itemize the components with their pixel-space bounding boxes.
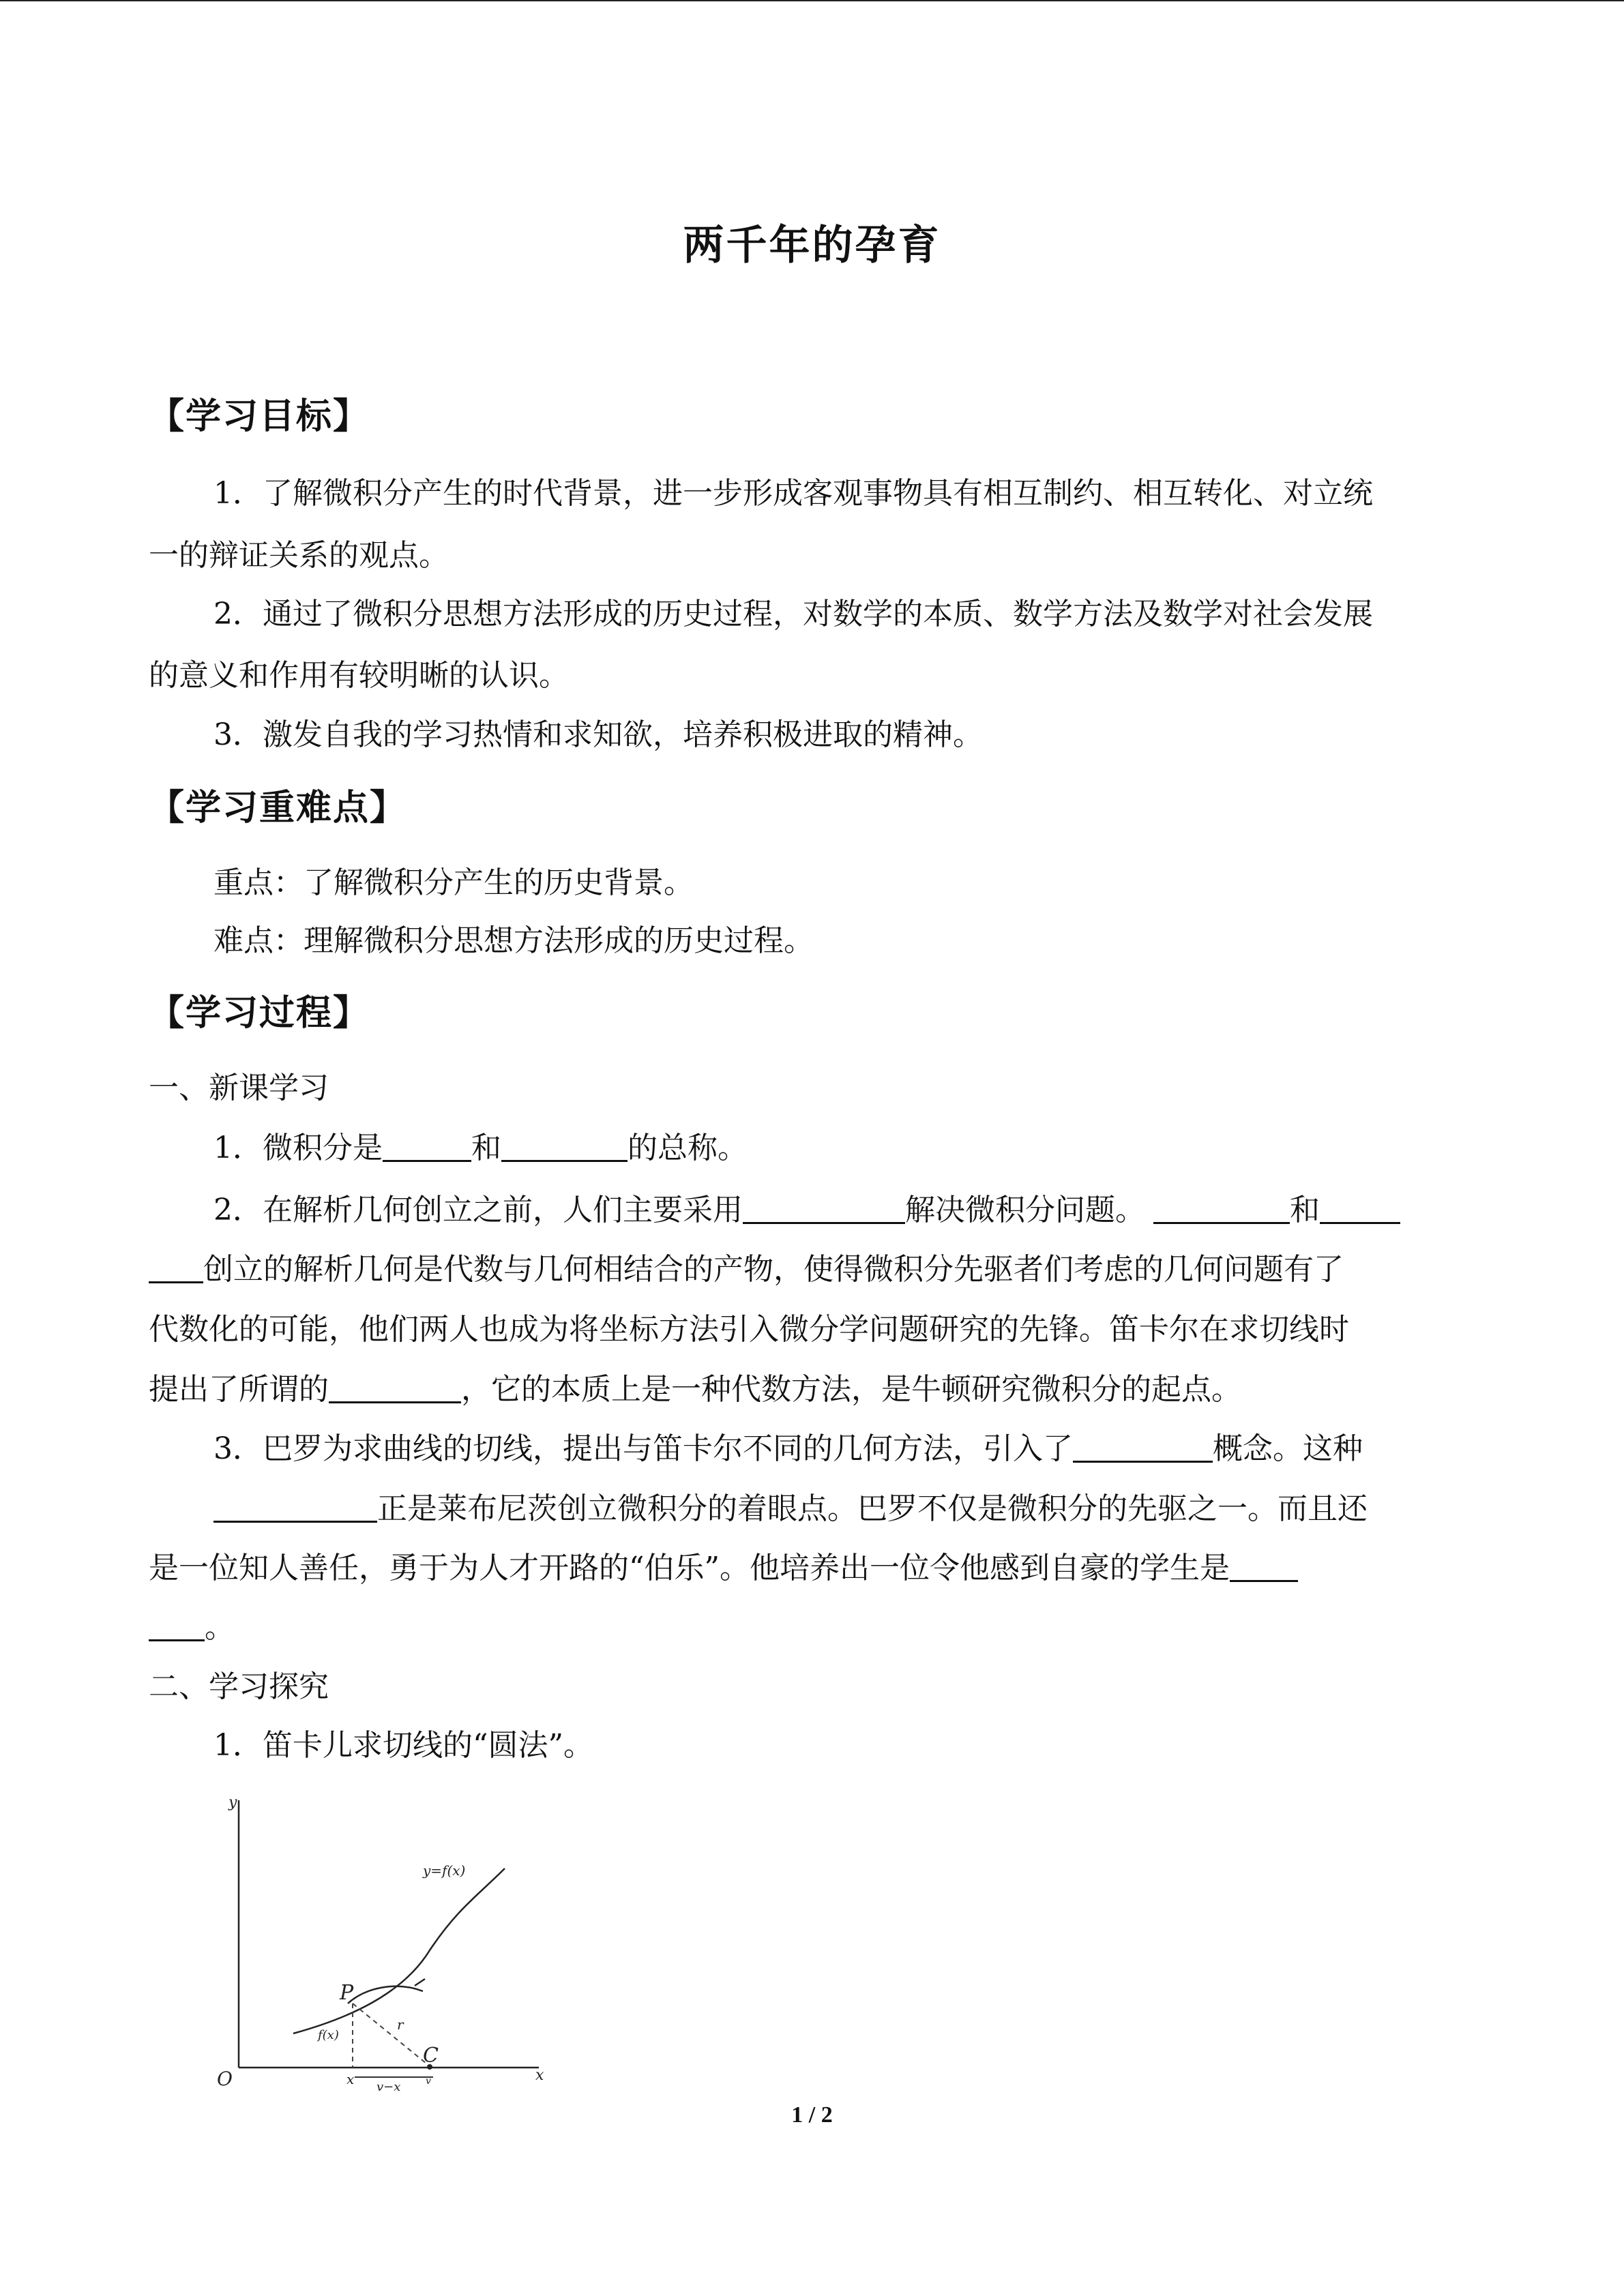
answer-blank[interactable] <box>1073 1431 1213 1463</box>
radius-line <box>353 2003 430 2066</box>
answer-blank[interactable] <box>1230 1550 1298 1582</box>
question-2-text-c: 和 <box>1290 1193 1320 1227</box>
goal-1-line-2: 一的辩证关系的观点。 <box>149 538 449 573</box>
question-2-line-4 <box>149 1369 1241 1410</box>
question-2-line-1 <box>213 1190 1400 1231</box>
label-fx: f(x) <box>318 2028 339 2042</box>
question-3-text-d: 是一位知人善任，勇于为人才开路的“伯乐”。他培养出一位令他感到自豪的学生是 <box>149 1551 1230 1585</box>
focus-point: 重点：了解微积分产生的历史背景。 <box>213 865 694 900</box>
label-p: P <box>340 1981 354 2005</box>
part-2-title: 二、学习探究 <box>149 1669 329 1704</box>
label-x: x <box>535 2067 544 2084</box>
label-ctick: v <box>426 2076 431 2087</box>
question-3-text-b: 概念。这种 <box>1213 1431 1363 1466</box>
page-title: 两千年的孕育 <box>683 222 941 269</box>
label-c: C <box>423 2044 439 2068</box>
part-2-item-1: 1．笛卡儿求切线的“圆法”。 <box>213 1728 593 1763</box>
difficulty-point: 难点：理解微积分思想方法形成的历史过程。 <box>213 923 814 958</box>
question-1-text-a: 1．微积分是 <box>213 1131 383 1165</box>
answer-blank[interactable] <box>383 1130 471 1162</box>
question-3-line-2 <box>213 1489 1368 1530</box>
question-1-text-b: 和 <box>471 1131 501 1165</box>
label-xtick: x <box>346 2071 355 2087</box>
answer-blank[interactable] <box>1153 1192 1290 1224</box>
question-3-text-c: 正是莱布尼茨创立微积分的着眼点。巴罗不仅是微积分的先驱之一。而且还 <box>377 1491 1368 1526</box>
top-border <box>0 0 1624 1</box>
question-1-text-c: 的总称。 <box>628 1131 748 1165</box>
tangent-circle-figure <box>198 1787 566 2093</box>
answer-blank[interactable] <box>149 1609 205 1641</box>
key-points-heading: 【学习重难点】 <box>149 788 407 829</box>
answer-blank[interactable] <box>149 1251 203 1283</box>
question-2-text-e: 提出了所谓的 <box>149 1372 329 1407</box>
answer-blank[interactable] <box>329 1371 461 1403</box>
goals-heading: 【学习目标】 <box>149 396 370 437</box>
page-number: 1 / 2 <box>791 2102 833 2128</box>
question-2-text-f: ，它的本质上是一种代数方法，是牛顿研究微积分的起点。 <box>461 1372 1241 1407</box>
question-3-text-a: 3．巴罗为求曲线的切线，提出与笛卡尔不同的几何方法，引入了 <box>213 1431 1073 1466</box>
part-1-title: 一、新课学习 <box>149 1071 329 1105</box>
question-3-text-e: 。 <box>205 1610 235 1645</box>
process-heading: 【学习过程】 <box>149 993 370 1034</box>
question-1 <box>213 1128 748 1169</box>
goal-3: 3．激发自我的学习热情和求知欲，培养积极进取的精神。 <box>213 717 983 752</box>
label-curve: y=f(x) <box>423 1862 466 1879</box>
label-o: O <box>217 2068 233 2090</box>
question-2-text-a: 2．在解析几何创立之前，人们主要采用 <box>213 1193 743 1227</box>
goal-2-line-2: 的意义和作用有较明晰的认识。 <box>149 658 569 693</box>
goal-2-line-1: 2．通过了微积分思想方法形成的历史过程，对数学的本质、数学方法及数学对社会发展 <box>213 597 1373 631</box>
question-3-line-3 <box>149 1548 1298 1589</box>
question-2-line-2 <box>149 1249 1344 1290</box>
label-y: y <box>228 1794 237 1811</box>
question-2-line-3: 代数化的可能，他们两人也成为将坐标方法引入微分学问题研究的先锋。笛卡尔在求切线时 <box>149 1312 1349 1347</box>
goal-1-line-1: 1．了解微积分产生的时代背景，进一步形成客观事物具有相互制约、相互转化、对立统 <box>213 476 1373 511</box>
answer-blank[interactable] <box>501 1130 628 1162</box>
question-3-line-4 <box>149 1607 235 1648</box>
label-r: r <box>397 2016 404 2033</box>
curve-f <box>293 1868 505 2033</box>
answer-blank[interactable] <box>743 1192 905 1224</box>
answer-blank[interactable] <box>213 1491 377 1523</box>
question-3-line-1 <box>213 1429 1363 1470</box>
answer-blank[interactable] <box>1320 1192 1400 1224</box>
question-2-text-d: 创立的解析几何是代数与几何相结合的产物，使得微积分先驱者们考虑的几何问题有了 <box>203 1252 1344 1287</box>
tangent-mark <box>415 1979 425 1986</box>
label-diff: v−x <box>377 2080 401 2093</box>
question-2-text-b: 解决微积分问题。 <box>905 1193 1145 1227</box>
